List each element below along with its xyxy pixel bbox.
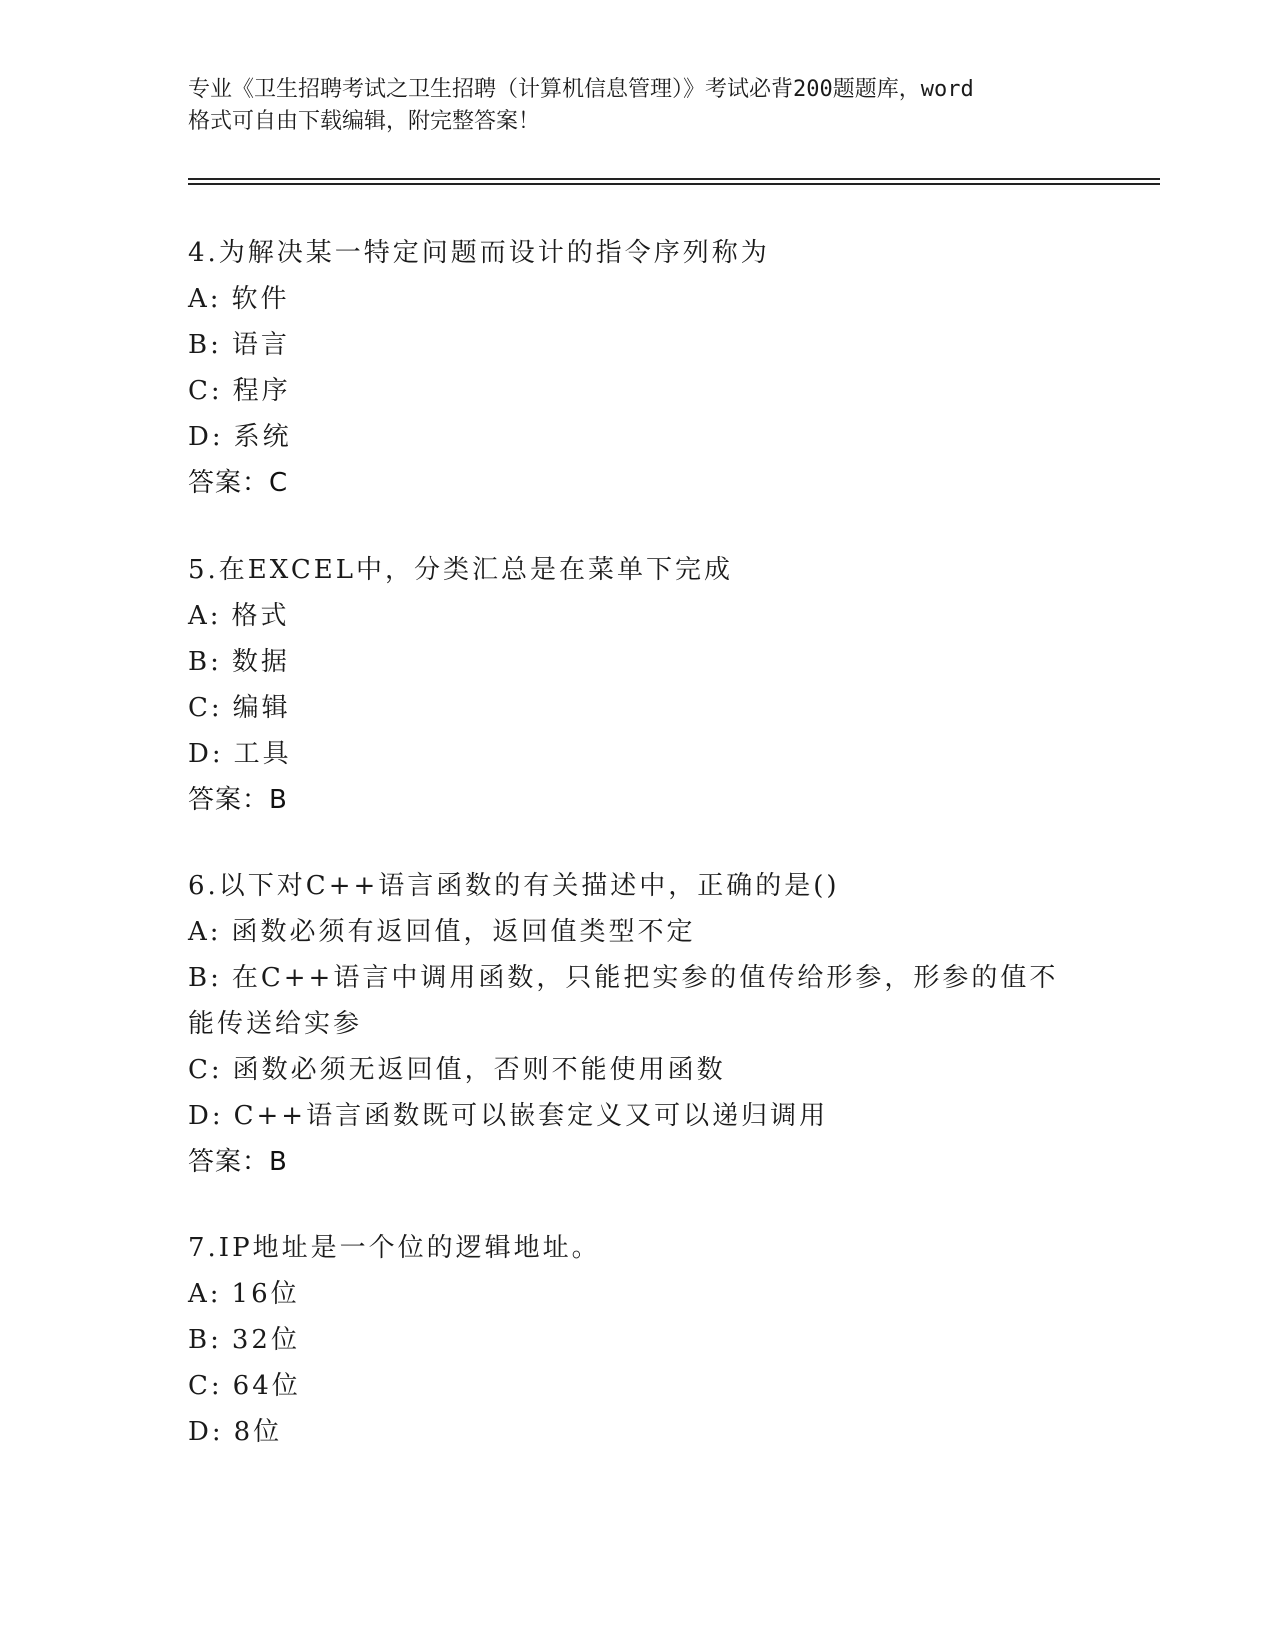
option-d [188, 1409, 1088, 1455]
option-text: 编辑 [232, 693, 291, 723]
header-line-2: 格式可自由下载编辑，附完整答案！ [188, 109, 541, 134]
option-c [188, 685, 1088, 731]
option-text: 软件 [231, 284, 290, 314]
option-c [188, 1047, 1088, 1093]
answer-line: 答案：C [188, 468, 289, 498]
question-6 [188, 863, 1088, 1185]
option-label: B: [188, 963, 222, 993]
option-label: A: [188, 1279, 222, 1309]
option-d [188, 731, 1088, 777]
option-label: A: [188, 284, 222, 314]
question-7 [188, 1225, 1088, 1455]
option-text: 在C++语言中调用函数，只能把实参的值传给形参，形参的值不能传送给实参 [188, 963, 1059, 1039]
header-divider-bottom [188, 183, 1160, 185]
option-text: 工具 [233, 739, 292, 769]
option-d [188, 414, 1088, 460]
option-a [188, 276, 1088, 322]
option-b [188, 955, 1068, 1047]
option-label: D: [188, 1417, 224, 1447]
option-label: B: [188, 330, 222, 360]
option-text: 语言 [231, 330, 290, 360]
answer-line: 答案：B [188, 785, 288, 815]
option-label: C: [188, 376, 223, 406]
option-label: A: [188, 917, 222, 947]
option-text: 32位 [231, 1325, 300, 1355]
option-label: C: [188, 693, 223, 723]
option-text: 程序 [232, 376, 291, 406]
option-text: 64位 [232, 1371, 301, 1401]
option-d [188, 1093, 1088, 1139]
option-a [188, 909, 1088, 955]
option-text: 函数必须无返回值，否则不能使用函数 [232, 1055, 726, 1085]
question-5 [188, 547, 1088, 823]
option-label: C: [188, 1055, 223, 1085]
option-a [188, 593, 1088, 639]
question-stem: 4.为解决某一特定问题而设计的指令序列称为 [188, 238, 770, 268]
option-label: C: [188, 1371, 223, 1401]
answer-line: 答案：B [188, 1147, 288, 1177]
option-text: 数据 [231, 647, 290, 677]
option-c [188, 368, 1088, 414]
option-b [188, 1317, 1088, 1363]
header-divider-top [188, 178, 1160, 180]
option-label: A: [188, 601, 222, 631]
question-stem: 7.IP地址是一个位的逻辑地址。 [188, 1233, 601, 1263]
option-label: B: [188, 1325, 222, 1355]
question-4 [188, 230, 1088, 506]
option-text: 格式 [231, 601, 290, 631]
option-text: 8位 [233, 1417, 283, 1447]
option-text: 函数必须有返回值，返回值类型不定 [231, 917, 696, 947]
option-c [188, 1363, 1088, 1409]
question-stem: 6.以下对C++语言函数的有关描述中，正确的是() [188, 871, 840, 901]
option-label: D: [188, 739, 224, 769]
option-text: 系统 [233, 422, 292, 452]
option-text: C++语言函数既可以嵌套定义又可以递归调用 [233, 1101, 829, 1131]
option-b [188, 639, 1088, 685]
document-header [188, 74, 1108, 138]
header-line-1: 专业《卫生招聘考试之卫生招聘（计算机信息管理）》考试必背200题题库，word [188, 77, 974, 102]
option-label: D: [188, 1101, 224, 1131]
option-label: B: [188, 647, 222, 677]
option-label: D: [188, 422, 224, 452]
option-a [188, 1271, 1088, 1317]
option-b [188, 322, 1088, 368]
question-stem: 5.在EXCEL中，分类汇总是在菜单下完成 [188, 555, 733, 585]
option-text: 16位 [231, 1279, 300, 1309]
